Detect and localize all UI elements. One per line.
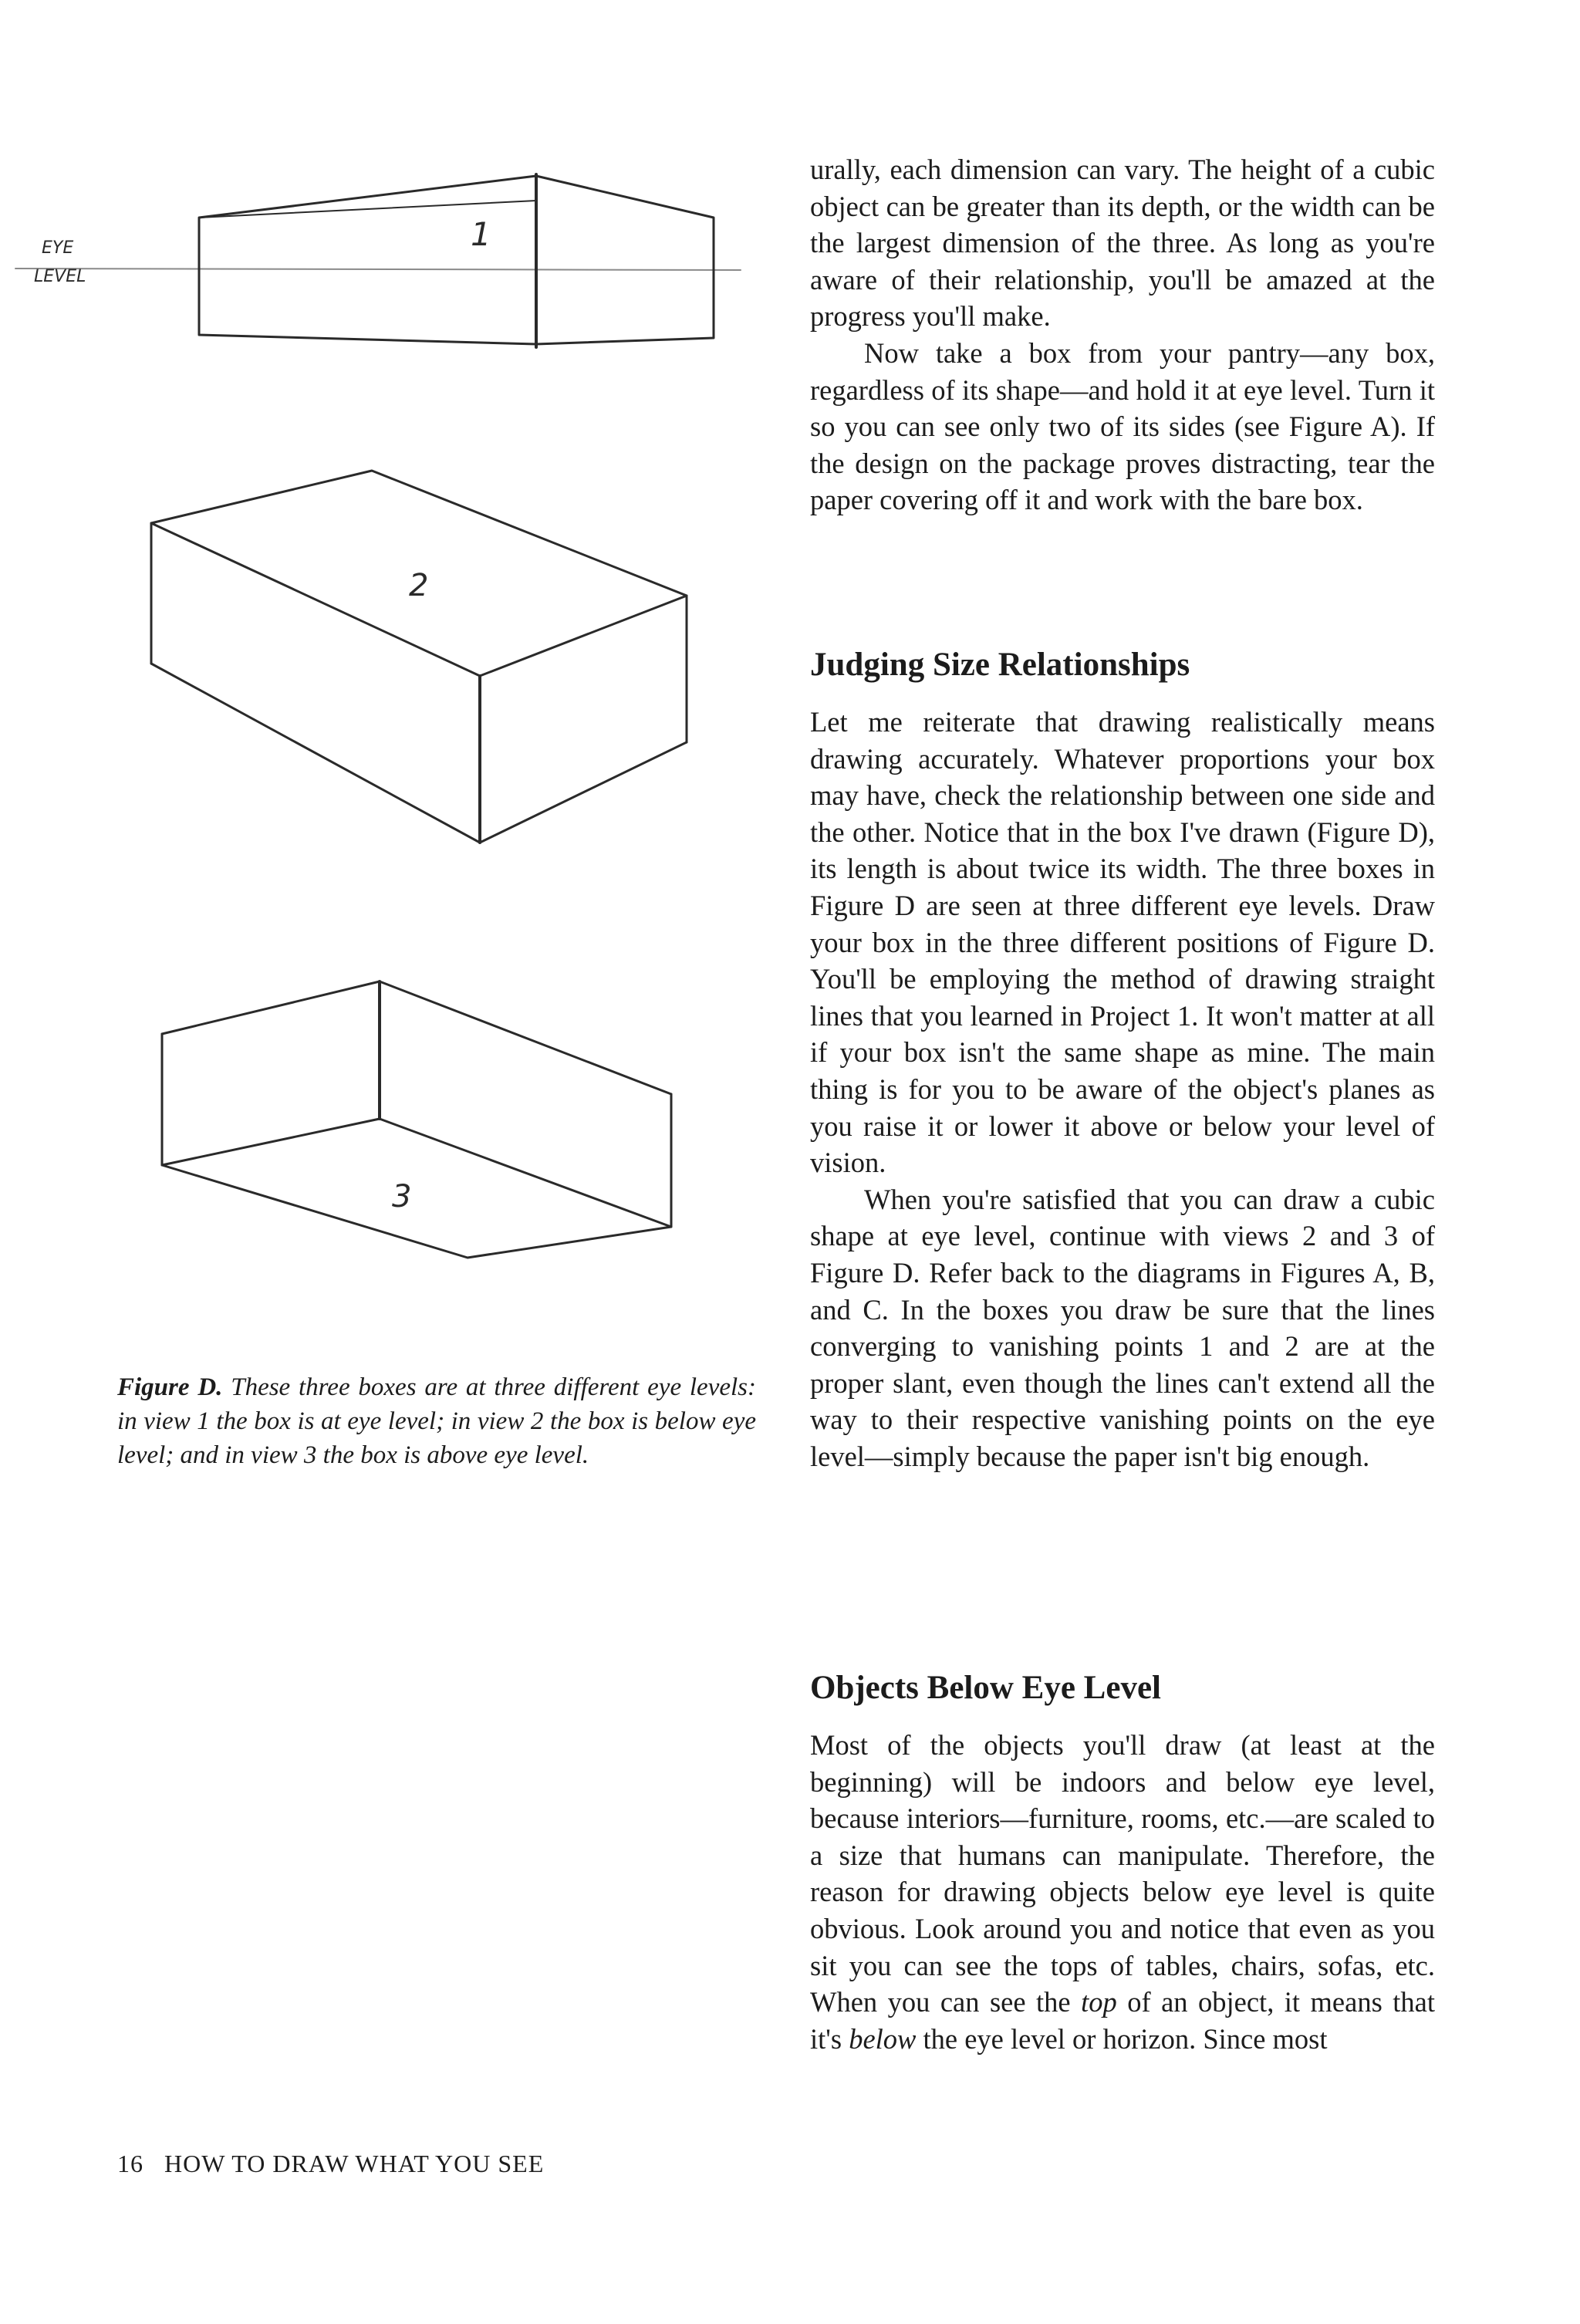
box-3-bottom-face xyxy=(162,1119,671,1258)
paragraph: urally, each dimension can vary. The height of a cubic object can be greater than its depth, or the width can be the largest dimension of the three. As long as you're aware of their relationship, you'll be amazed at the progress you'll make. xyxy=(810,154,1435,333)
text-run: Most of the objects you'll draw (at least at the beginning) will be indoors and below eye level, because interiors—furniture, rooms, etc.—are scaled to a size that humans can manipulate. Therefore, the reason for drawing objects below eye level is quite obvious. Look around you and notice that even as you sit you can see the tops of tables, chairs, sofas, etc. When you can see the xyxy=(810,1729,1435,2018)
text-run: of an object, it means that it's xyxy=(810,1986,1435,2055)
running-title: HOW TO DRAW WHAT YOU SEE xyxy=(164,2150,545,2177)
emphasis-top: top xyxy=(1081,1986,1117,2018)
size-section-text xyxy=(810,704,1435,1474)
caption-label: Figure D. xyxy=(117,1373,223,1401)
page-footer xyxy=(117,2150,544,2178)
box-2-bottom-left xyxy=(151,664,480,843)
intro-text xyxy=(810,151,1435,519)
box-3-top-left xyxy=(162,981,380,1034)
view-3-number: 3 xyxy=(392,1179,412,1214)
view-1-number: 1 xyxy=(471,215,491,253)
level-label: LEVEL xyxy=(34,267,86,286)
section-heading-size: Judging Size Relationships xyxy=(810,647,1190,683)
box-3-top-right xyxy=(380,981,671,1094)
caption-text: These three boxes are at three different eye levels: in view 1 the box is at eye level; in view 2 the box is below eye level; and in view 3 the box is above eye level. xyxy=(117,1373,756,1469)
box-1-outline xyxy=(199,176,714,344)
text-run: the eye level or horizon. Since most xyxy=(923,2022,1328,2055)
figure-caption xyxy=(117,1370,756,1472)
eye-label: EYE xyxy=(42,238,74,258)
figure-d-drawings xyxy=(0,154,771,1358)
below-section-text xyxy=(810,1727,1435,2057)
box-view-1 xyxy=(15,174,741,347)
section-heading-below: Objects Below Eye Level xyxy=(810,1670,1161,1706)
paragraph xyxy=(810,1727,1435,2057)
emphasis-below: below xyxy=(849,2022,917,2055)
paragraph: Now take a box from your pantry—any box, regardless of its shape—and hold it at eye level. Turn it so you can see only two of its sides (see Figure A). If the design on the package proves distracting, tear the paper covering off it and work with the bare box. xyxy=(810,336,1435,516)
eye-level-line xyxy=(15,269,741,270)
paragraph: When you're satisfied that you can draw a cubic shape at eye level, continue with views 2 and 3 of Figure D. Refer back to the diagrams in Figures A, B, and C. In the boxes you draw be sure that the lines converging to vanishing points 1 and 2 are at the proper slant, even though the lines can't extend all the way to their respective vanishing points on the eye level—simply because the paper isn't big enough. xyxy=(810,1183,1435,1472)
figure-d-svg xyxy=(0,154,771,1358)
box-2-bottom-right xyxy=(480,742,687,843)
box-view-3 xyxy=(162,981,671,1258)
paragraph: Let me reiterate that drawing realistically means drawing accurately. Whatever proportions your box may have, check the relationship between one side and the other. Notice that in the box I've drawn (Figure D), its length is about twice its width. The three boxes in Figure D are seen at three different eye levels. Draw your box in the three different positions of Figure D. You'll be employing the method of drawing straight lines that you learned in Project 1. It won't matter at all if your box isn't the same shape as mine. The main thing is for you to be aware of the object's planes as you raise it or lower it above or below your level of vision. xyxy=(810,706,1435,1179)
box-view-2 xyxy=(151,471,687,843)
view-2-number: 2 xyxy=(409,568,429,603)
page-number: 16 xyxy=(117,2150,143,2177)
